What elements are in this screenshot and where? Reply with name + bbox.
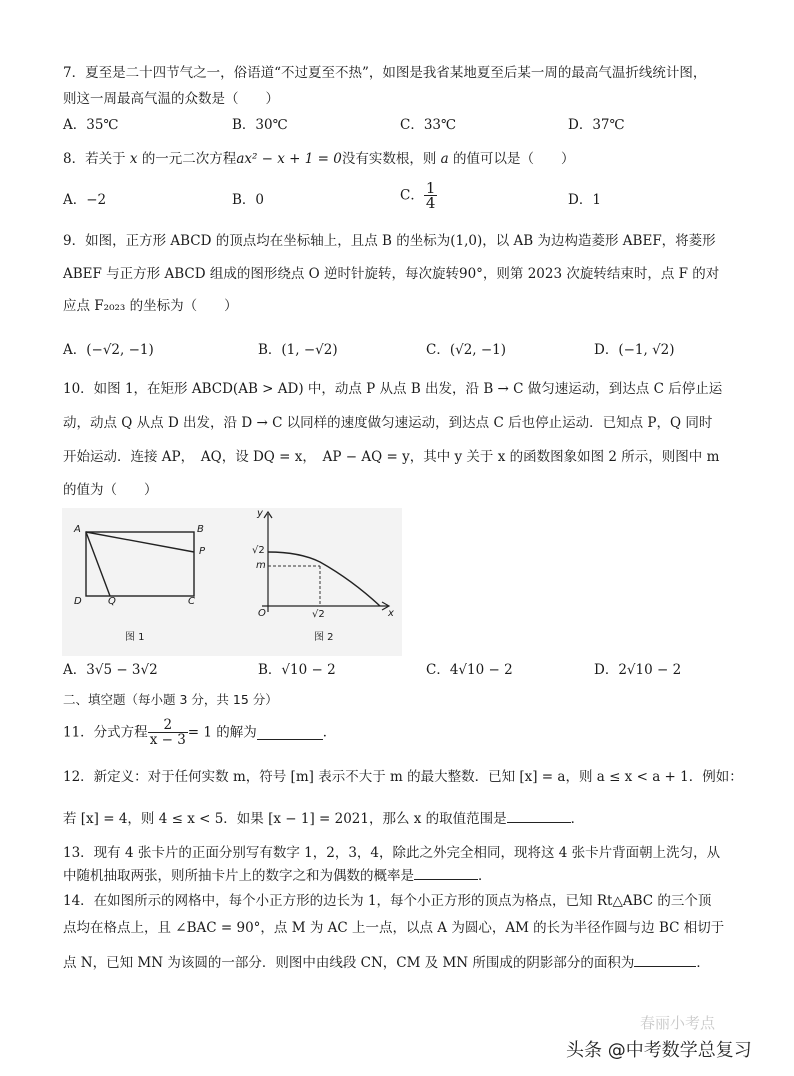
label-m: m [256,560,266,571]
q14-line1: 14．在如图所示的网格中，每个小正方形的边长为 1，每个小正方形的顶点为格点，已知 Rt△ABC 的三个顶 [63,893,712,909]
q14-line3: 点 N，已知 MN 为该圆的一部分．则图中由线段 CN，CM 及 MN 所围成的阴影部分的面积为 ． [63,952,710,973]
segment-ap [86,532,194,552]
q10-figure-svg [62,508,402,656]
label-sqrt2-x: √2 [312,609,325,620]
q14-line2: 点均在格点上，且 ∠BAC = 90°，点 M 为 AC 上一点，以点 A 为圆心，AM 的长为半径作圆与边 BC 相切于 [63,920,725,936]
label-sqrt2-y: √2 [252,545,265,556]
q10-line4: 的值为（ ） [63,482,158,498]
q10-figure [62,508,402,656]
q8-option-d: D．1 [568,192,601,208]
q10-option-d: D．2√10 − 2 [594,662,682,678]
q11: 11．分式方程 $\frac{2}{x - 3}$ = 1 的解为 ． [63,717,337,748]
q12-line2: 若 [x] = 4，则 4 ≤ x < 5．如果 [x − 1] = 2021，那么 x 的取值范围是 ． [63,808,584,829]
q14-answer-blank [634,952,696,967]
q13-answer-blank [414,865,478,880]
q9-line1: 9．如图，正方形 ABCD 的顶点均在坐标轴上，且点 B 的坐标为(1,0)，以 AB 为边构造菱形 ABEF，将菱形 [63,233,716,249]
q12-answer-blank [507,808,571,823]
function-curve [268,552,380,606]
label-x: x [388,608,394,619]
label-p: P [199,546,206,557]
q9-option-c: C．(√2, −1) [426,342,507,358]
section-2-heading: 二、填空题（每小题 3 分，共 15 分） [63,692,278,707]
q11-answer-blank [257,725,323,740]
q9-line2: ABEF 与正方形 ABCD 组成的图形绕点 O 逆时针旋转，每次旋转90°，则第 2023 次旋转结束时，点 F 的对 [63,266,720,282]
segment-aq [86,532,110,596]
q8-stem: 8．若关于 x 的一元二次方程ax² − x + 1 = 0没有实数根，则 a 的值可以是（ ） [63,151,575,167]
q8-option-c: C． $\frac{1}{4}$ [400,179,436,212]
q7-line1: 7．夏至是二十四节气之一，俗语道“不过夏至不热”，如图是我省某地夏至后某一周的最高气温折线统计图， [63,65,707,81]
q7-option-b: B．30℃ [232,117,288,133]
label-origin: O [258,608,266,619]
q8-option-a: A．−2 [63,192,107,208]
label-q: Q [108,596,116,607]
fig2-caption: 图 2 [314,632,334,643]
q8-equation: ax² − x + 1 = 0 [236,151,342,167]
label-y: y [257,508,263,519]
q13-line2: 中随机抽取两张，则所抽卡片上的数字之和为偶数的概率是 ． [63,865,492,886]
label-c: C [188,596,195,607]
q7-line2: 则这一周最高气温的众数是（ ） [63,91,279,107]
q10-option-b: B．√10 − 2 [258,662,336,678]
q7-option-c: C．33℃ [400,117,457,133]
q10-line1: 10．如图 1，在矩形 ABCD(AB > AD) 中，动点 P 从点 B 出发，沿 B → C 做匀速运动，到达点 C 后停止运 [63,381,723,397]
q10-line2: 动，动点 Q 从点 D 出发，沿 D → C 以同样的速度做匀速运动，到达点 C 后也停止运动．已知点 P，Q 同时 [63,415,713,431]
q9-option-d: D．(−1, √2) [594,342,675,358]
q10-line3: 开始运动．连接 AP， AQ，设 DQ = x， AP − AQ = y，其中 y 关于 x 的函数图象如图 2 所示，则图中 m [63,449,720,465]
q9-line3: 应点 F₂₀₂₃ 的坐标为（ ） [63,298,238,314]
label-b: B [197,524,204,535]
q7-option-a: A．35℃ [63,117,119,133]
q10-option-c: C．4√10 − 2 [426,662,513,678]
q10-option-a: A．3√5 − 3√2 [63,662,158,678]
watermark-faint: 春丽小考点 [640,1014,716,1032]
q9-option-a: A．(−√2, −1) [63,342,154,358]
watermark-credit: 头条 @中考数学总复习 [566,1040,752,1061]
label-d: D [74,596,82,607]
q9-option-b: B．(1, −√2) [258,342,338,358]
fig1-caption: 图 1 [125,632,145,643]
q12-line1: 12．新定义：对于任何实数 m，符号 [m] 表示不大于 m 的最大整数．已知 [x] = a，则 a ≤ x < a + 1．例如： [63,769,743,785]
q8-option-b: B．0 [232,192,265,208]
q7-option-d: D．37℃ [568,117,625,133]
label-a: A [74,524,81,535]
q13-line1: 13．现有 4 张卡片的正面分别写有数字 1，2，3，4，除此之外完全相同，现将这 4 张卡片背面朝上洗匀，从 [63,845,721,861]
